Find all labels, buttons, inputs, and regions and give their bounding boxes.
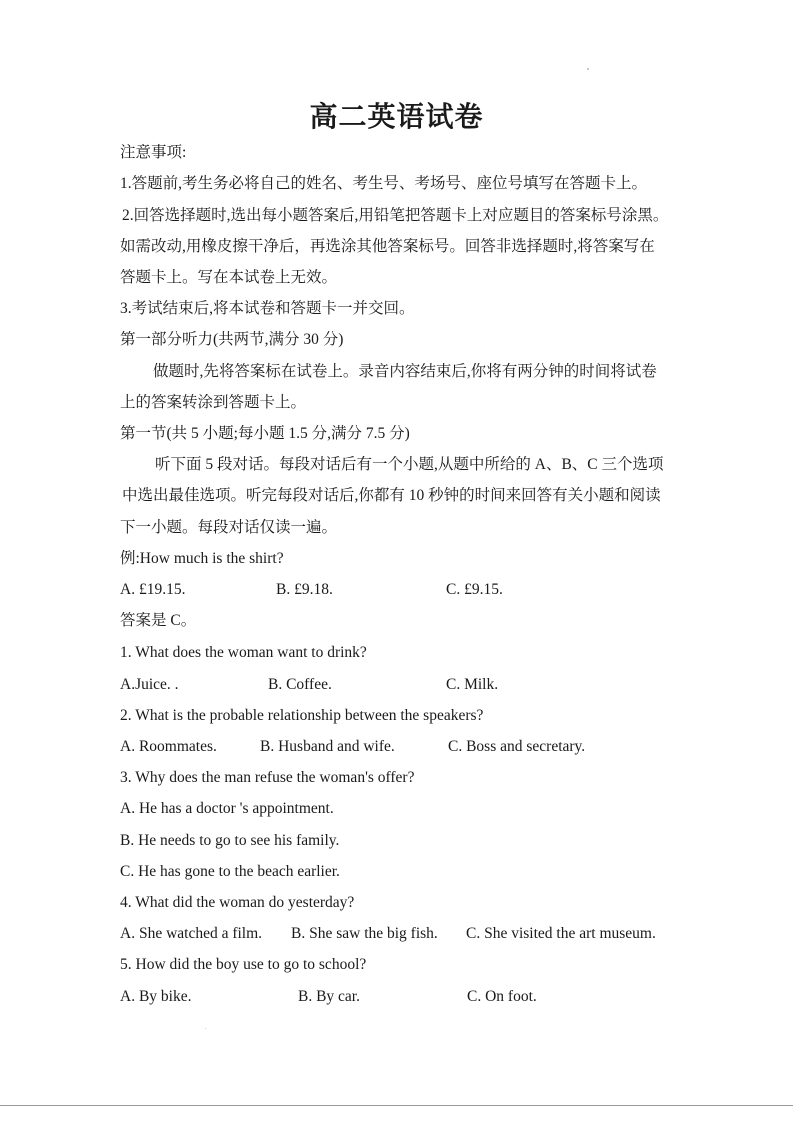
question-4-option-b: B. She saw the big fish. <box>291 925 438 942</box>
question-3-option-c: C. He has gone to the beach earlier. <box>120 863 340 880</box>
question-1-option-c: C. Milk. <box>446 676 499 693</box>
section1-intro-line-1: 听下面 5 段对话。每段对话后有一个小题,从题中所给的 A、B、C 三个选项 <box>155 456 664 473</box>
notice-item-1: 1.答题前,考生务必将自己的姓名、考生号、考场号、座位号填写在答题卡上。 <box>120 175 648 192</box>
question-2-option-a: A. Roommates. <box>120 738 217 755</box>
question-5-option-b: B. By car. <box>298 988 360 1005</box>
section1-heading: 第一节(共 5 小题;每小题 1.5 分,满分 7.5 分) <box>120 425 410 442</box>
notice-heading: 注意事项: <box>120 144 187 161</box>
question-2: 2. What is the probable relationship between the speakers? <box>120 707 484 724</box>
question-4-option-c: C. She visited the art museum. <box>466 925 656 942</box>
question-5: 5. How did the boy use to go to school? <box>120 956 367 973</box>
example-option-a: A. £19.15. <box>120 581 186 598</box>
question-5-option-a: A. By bike. <box>120 988 192 1005</box>
question-1-option-a: A.Juice. . <box>120 676 179 693</box>
scan-speck <box>587 68 589 70</box>
notice-item-2-line-3: 答题卡上。写在本试卷上无效。 <box>120 269 338 286</box>
scan-speck <box>205 1028 206 1029</box>
section1-intro-line-3: 下一小题。每段对话仅读一遍。 <box>120 519 338 536</box>
part1-intro-line-1: 做题时,先将答案标在试卷上。录音内容结束后,你将有两分钟的时间将试卷 <box>153 363 657 380</box>
question-3-option-b: B. He needs to go to see his family. <box>120 832 340 849</box>
notice-item-2-line-1: 2.回答选择题时,选出每小题答案后,用铅笔把答题卡上对应题目的答案标号涂黑。 <box>122 207 669 224</box>
example-question: 例:How much is the shirt? <box>120 550 284 567</box>
example-answer: 答案是 C。 <box>120 612 197 629</box>
part1-intro-line-2: 上的答案转涂到答题卡上。 <box>120 394 307 411</box>
part1-heading: 第一部分听力(共两节,满分 30 分) <box>120 331 344 348</box>
question-4: 4. What did the woman do yesterday? <box>120 894 355 911</box>
example-option-c: C. £9.15. <box>446 581 503 598</box>
notice-item-3: 3.考试结束后,将本试卷和答题卡一并交回。 <box>120 300 415 317</box>
question-2-option-c: C. Boss and secretary. <box>448 738 586 755</box>
question-3: 3. Why does the man refuse the woman's offer? <box>120 769 415 786</box>
question-1: 1. What does the woman want to drink? <box>120 644 367 661</box>
section1-intro-line-2: 中选出最佳选项。听完每段对话后,你都有 10 秒钟的时间来回答有关小题和阅读 <box>122 487 661 504</box>
page-bottom-divider <box>0 1105 793 1106</box>
page-title: 高二英语试卷 <box>309 102 484 133</box>
notice-item-2-line-2: 如需改动,用橡皮擦干净后，再选涂其他答案标号。回答非选择题时,将答案写在 <box>120 238 655 255</box>
question-5-option-c: C. On foot. <box>467 988 537 1005</box>
example-option-b: B. £9.18. <box>276 581 333 598</box>
question-2-option-b: B. Husband and wife. <box>260 738 395 755</box>
question-4-option-a: A. She watched a film. <box>120 925 263 942</box>
question-1-option-b: B. Coffee. <box>268 676 332 693</box>
question-3-option-a: A. He has a doctor 's appointment. <box>120 800 334 817</box>
